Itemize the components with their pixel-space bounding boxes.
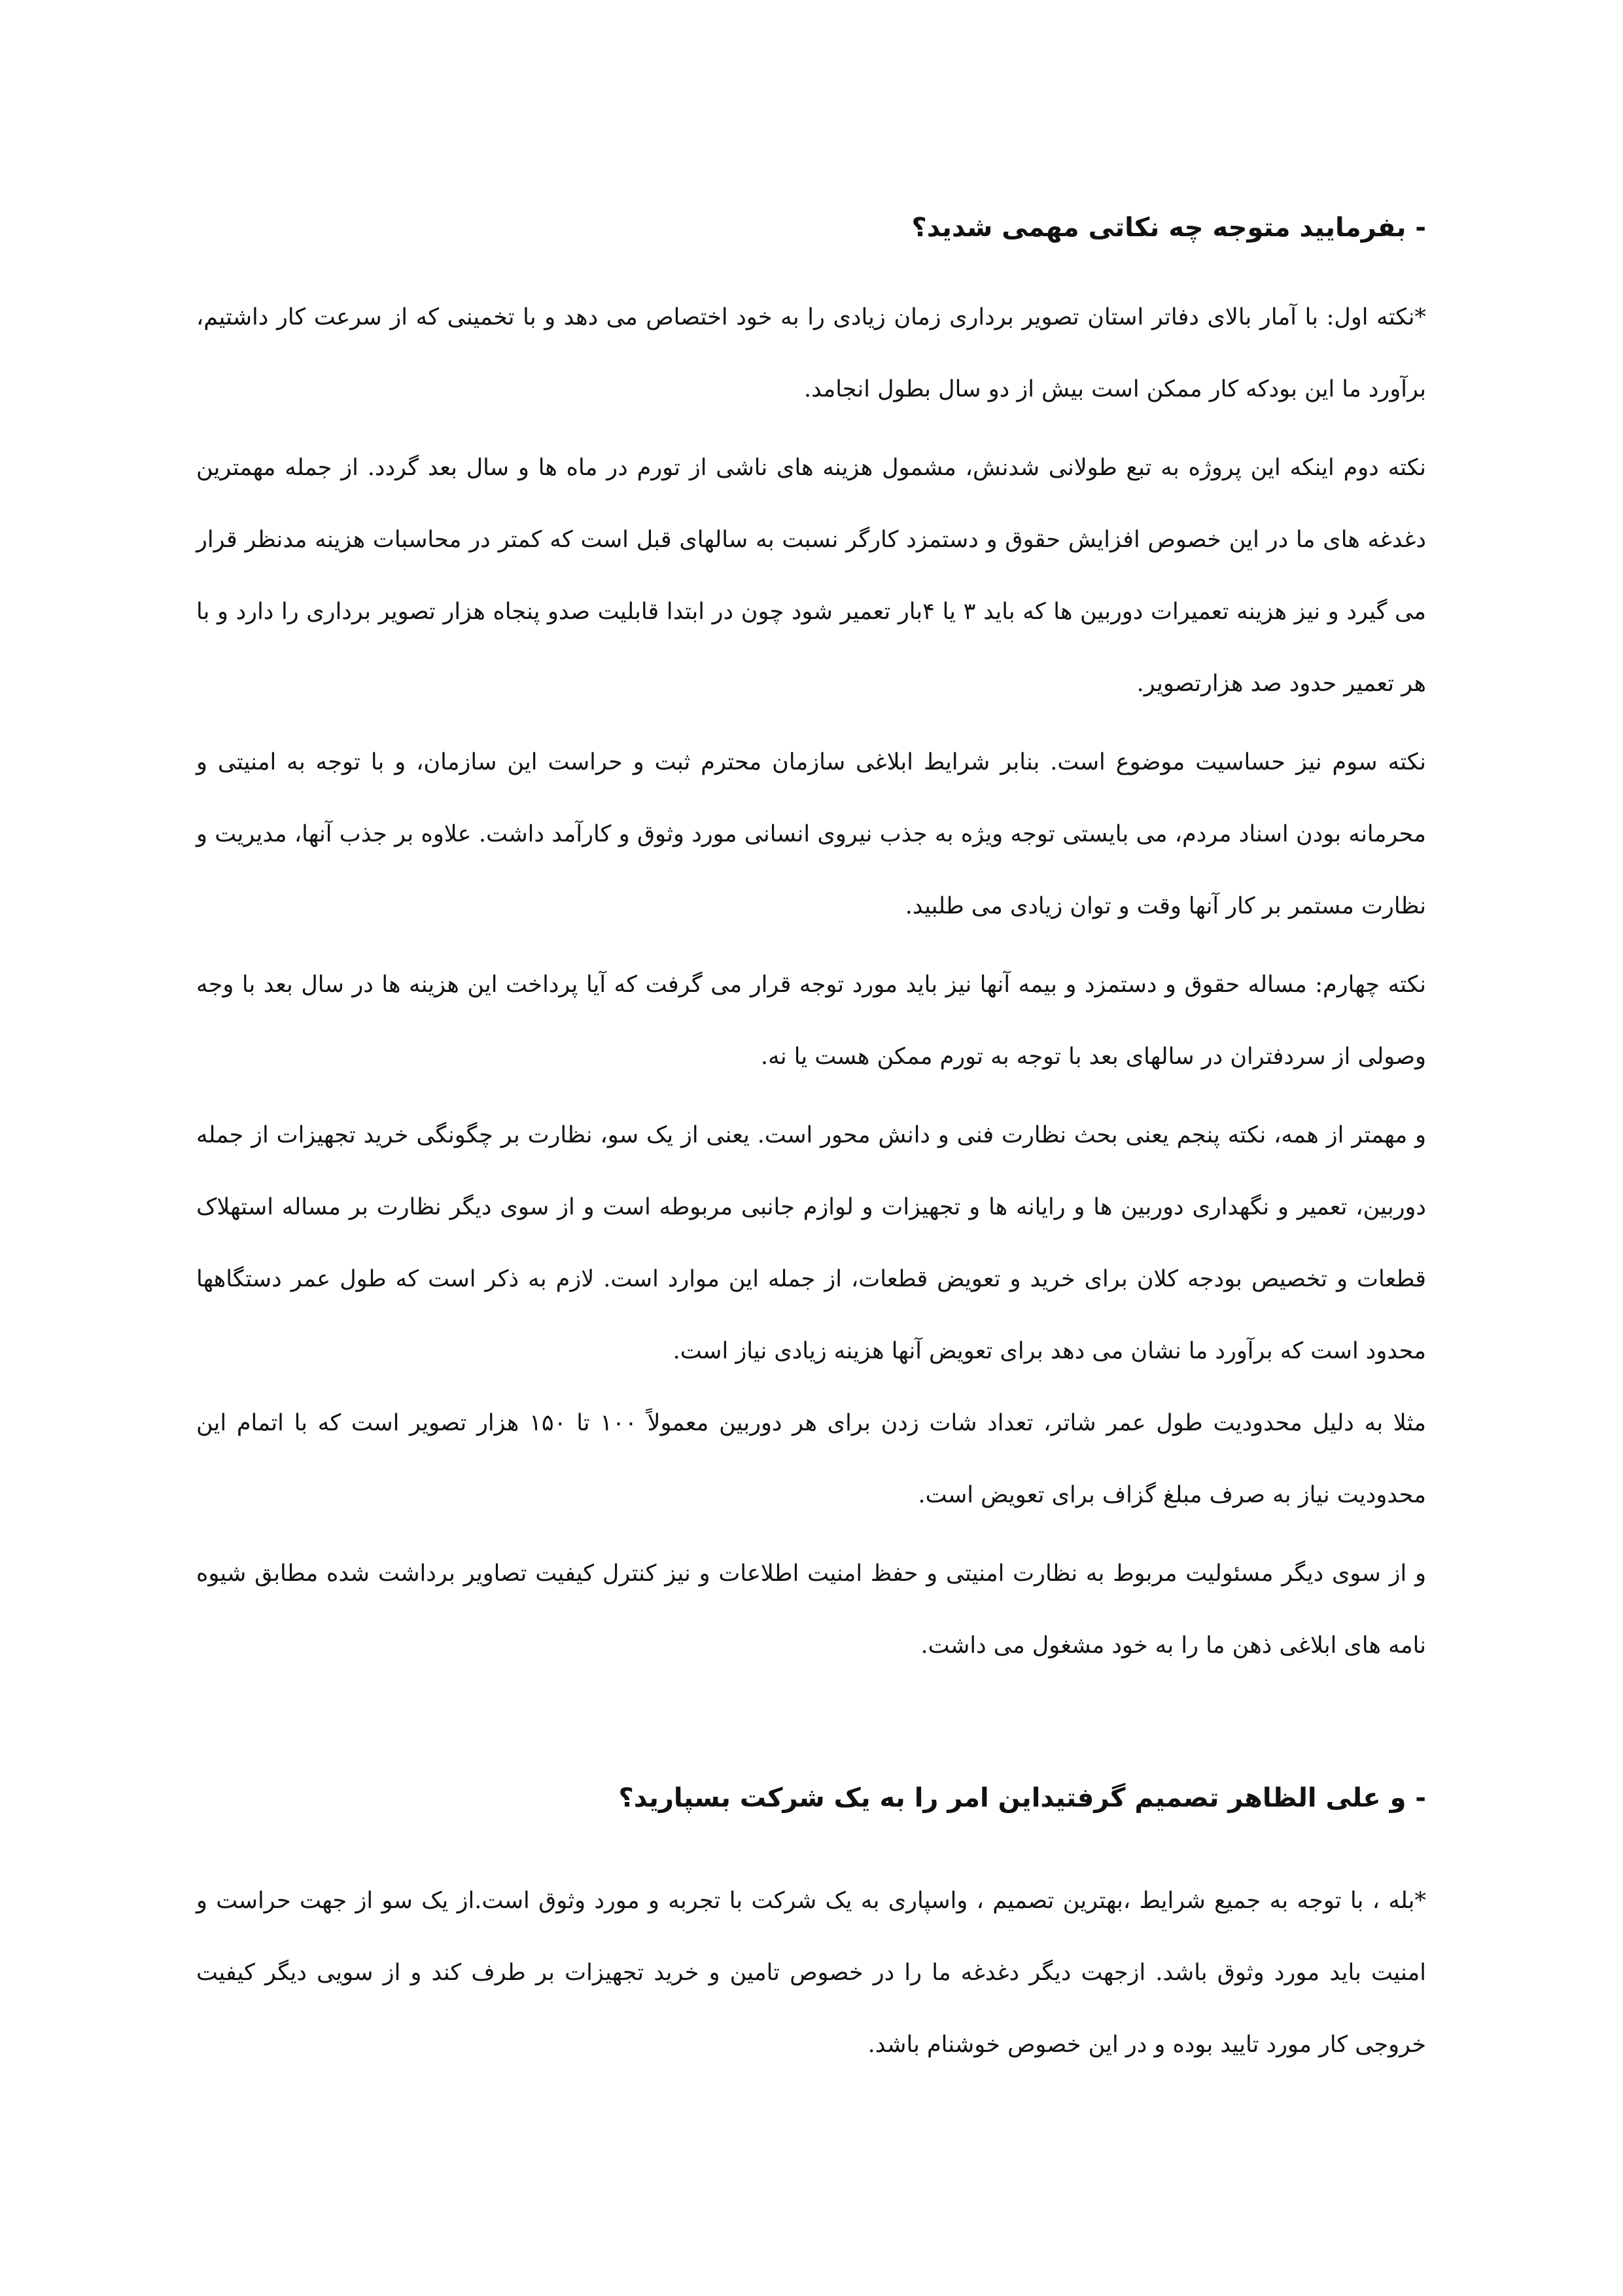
paragraph-note-4: نکته چهارم: مساله حقوق و دستمزد و بیمه آنها نیز باید مورد توجه قرار می گرفت که آیا پرداخت این هزینه ها در سال بعد با وجه وصولی از سردفتران در سالهای بعد با توجه به تورم ممکن هست یا نه. bbox=[196, 972, 1426, 1070]
paragraph-note-2: نکته دوم اینکه این پروژه به تبع طولانی شدنش، مشمول هزینه های ناشی از تورم در ماه ها و سال بعد گردد. از جمله مهمترین دغدغه های ما در این خصوص افزایش حقوق و دستمزد کارگر نسبت به سالهای قبل است که کمتر در محاسبات هزینه مدنظر قرار می گیرد و نیز هزینه تعمیرات دوربین ها که باید ۳ یا ۴بار تعمیر شود چون در ابتدا قابلیت صدو پنجاه هزار تصویر برداری را دارد و با هر تعمیر حدود صد هزارتصویر. bbox=[196, 455, 1427, 697]
paragraph-security-supervision: و از سوی دیگر مسئولیت مربوط به نظارت امنیتی و حفظ امنیت اطلاعات و نیز کنترل کیفیت تصاویر برداشت شده مطابق شیوه نامه های ابلاغی ذهن ما را به خود مشغول می داشت. bbox=[196, 1561, 1426, 1659]
document-page bbox=[196, 0, 1426, 2296]
section-2-heading: - و علی الظاهر تصمیم گرفتیداین امر را به یک شرکت بسپارید؟ bbox=[618, 1783, 1426, 1813]
paragraph-note-5: و مهمتر از همه، نکته پنجم یعنی بحث نظارت فنی و دانش محور است. یعنی از یک سو، نظارت بر چگونگی خرید تجهیزات از جمله دوربین، تعمیر و نگهداری دوربین ها و رایانه ها و تجهیزات و لوازم جانبی مربوطه است و از سوی دیگر نظارت بر مساله استهلاک قطعات و تخصیص بودجه کلان برای خرید و تعویض قطعات، از جمله این موارد است. لازم به ذکر است که طول عمر دستگاهها محدود است که برآورد ما نشان می دهد برای تعویض آنها هزینه زیادی نیاز است. bbox=[196, 1122, 1426, 1364]
paragraph-note-1: *نکته اول: با آمار بالای دفاتر استان تصویر برداری زمان زیادی را به خود اختصاص می دهد و با تخمینی که از سرعت کار داشتیم، برآورد ما این بودکه کار ممکن است بیش از دو سال بطول انجامد. bbox=[196, 304, 1426, 402]
paragraph-shutter-example: مثلا به دلیل محدودیت طول عمر شاتر، تعداد شات زدن برای هر دوربین معمولاً ۱۰۰ تا ۱۵۰ هزار تصویر است که با اتمام این محدودیت نیاز به صرف مبلغ گزاف برای تعویض است. bbox=[196, 1410, 1426, 1508]
paragraph-outsourcing-answer: *بله ، با توجه به جمیع شرایط ،بهترین تصمیم ، واسپاری به یک شرکت با تجربه و مورد وثوق است.از یک سو از جهت حراست و امنیت باید مورد وثوق باشد. ازجهت دیگر دغدغه ما را در خصوص تامین و خرید تجهیزات بر طرف کند و از سویی دیگر کیفیت خروجی کار مورد تایید بوده و در این خصوص خوشنام باشد. bbox=[196, 1888, 1426, 2058]
section-1-heading: - بفرمایید متوجه چه نکاتی مهمی شدید؟ bbox=[911, 213, 1426, 243]
paragraph-note-3: نکته سوم نیز حساسیت موضوع است. بنابر شرایط ابلاغی سازمان محترم ثبت و حراست این سازمان، و با توجه به امنیتی و محرمانه بودن اسناد مردم، می بایستی توجه ویژه به جذب نیروی انسانی مورد وثوق و کارآمد داشت. علاوه بر جذب آنها، مدیریت و نظارت مستمر بر کار آنها وقت و توان زیادی می طلبید. bbox=[196, 749, 1426, 919]
